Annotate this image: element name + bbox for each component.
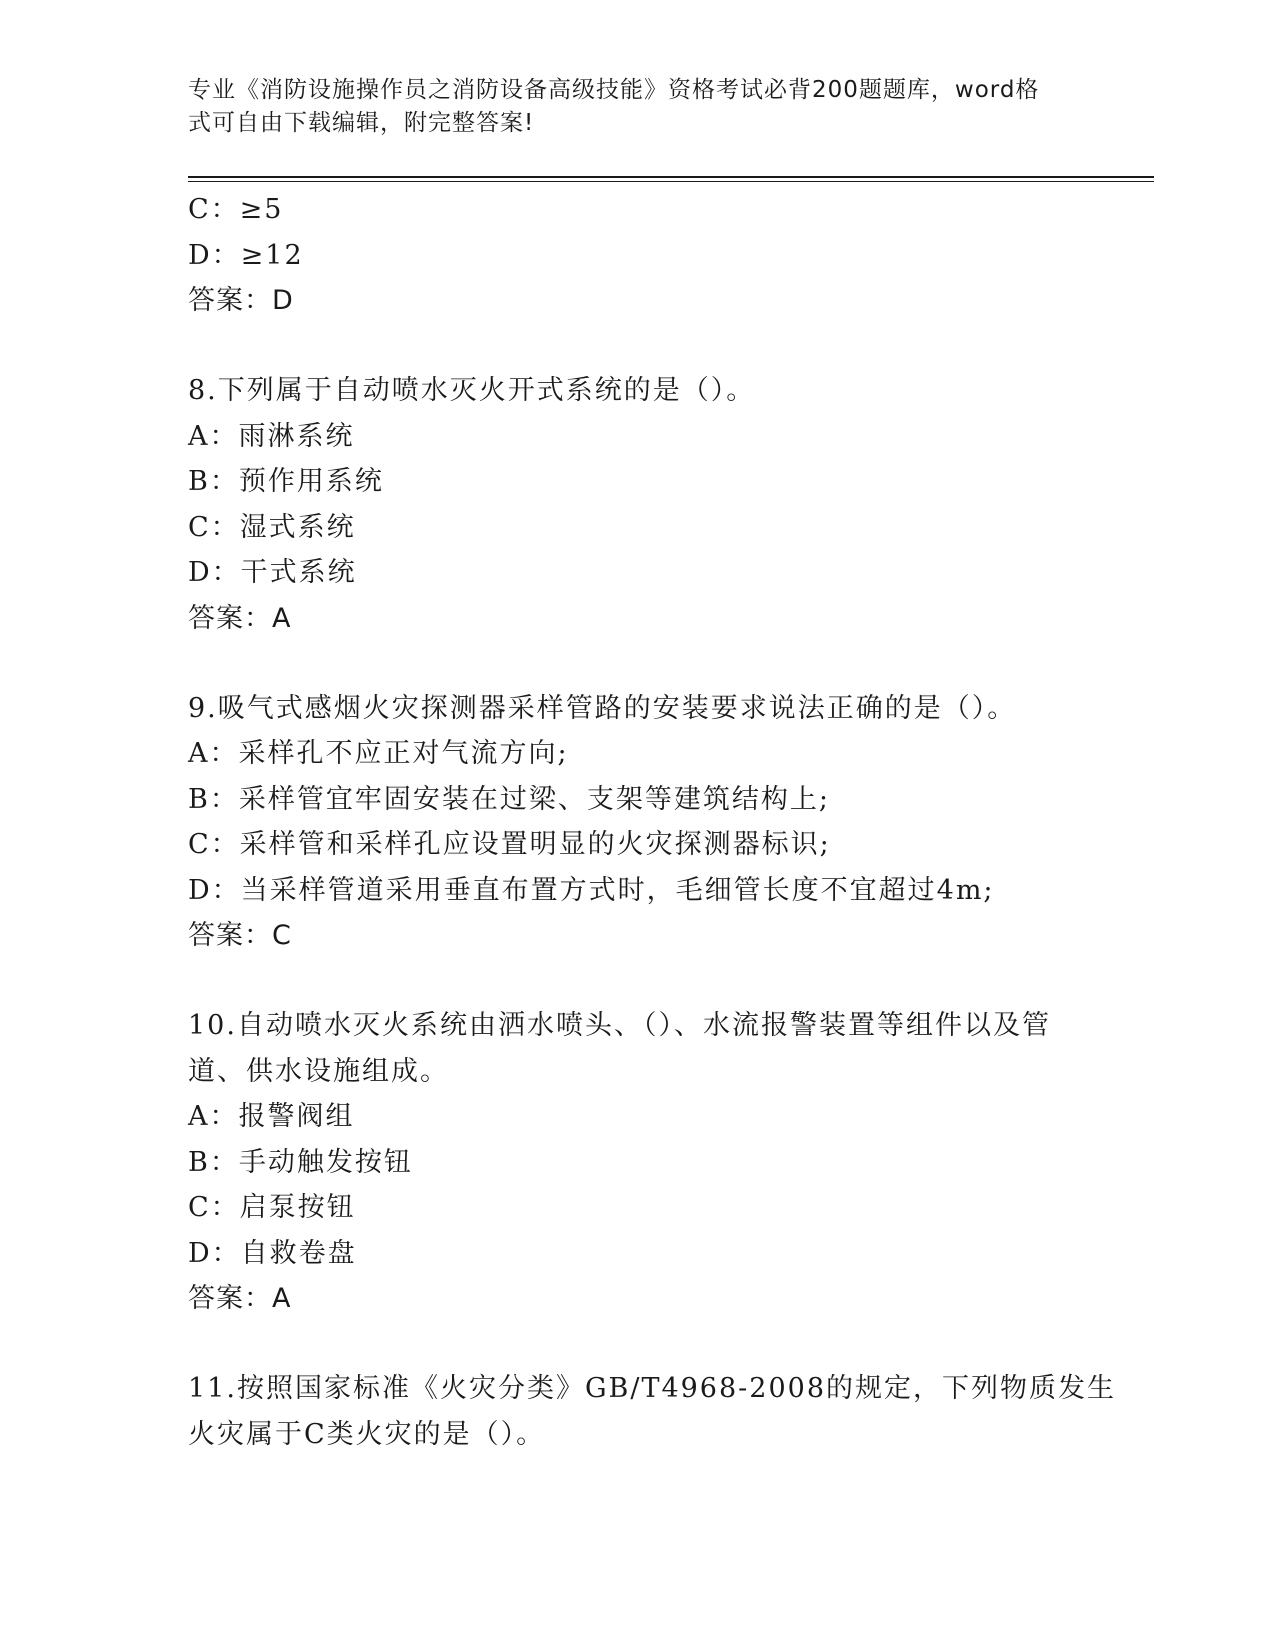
option-b: B：预作用系统 bbox=[188, 466, 384, 497]
option-c: C：采样管和采样孔应设置明显的火灾探测器标识; bbox=[188, 829, 831, 860]
question-text-line-2: 火灾属于C类火灾的是（）。 bbox=[188, 1418, 546, 1450]
page-header bbox=[188, 74, 1088, 140]
header-divider bbox=[188, 176, 1154, 182]
question-text-line-1: 10.自动喷水灭火系统由洒水喷头、（）、水流报警装置等组件以及管 bbox=[188, 1010, 1051, 1041]
question-9 bbox=[188, 686, 1088, 960]
option-d: D：当采样管道采用垂直布置方式时，毛细管长度不宜超过4m; bbox=[188, 874, 995, 906]
option-d: D：干式系统 bbox=[188, 557, 357, 588]
question-text: 8.下列属于自动喷水灭火开式系统的是（）。 bbox=[188, 375, 756, 406]
option-c: C：湿式系统 bbox=[188, 511, 356, 543]
question-text-line-1: 11.按照国家标准《火灾分类》GB/T4968-2008的规定，下列物质发生 bbox=[188, 1373, 1117, 1404]
header-line-2: 式可自由下载编辑，附完整答案! bbox=[188, 110, 535, 136]
option-a: A：报警阀组 bbox=[188, 1101, 355, 1132]
option-a: A：雨淋系统 bbox=[188, 420, 355, 452]
option-c: C：≥5 bbox=[188, 194, 284, 225]
option-d: D：自救卷盘 bbox=[188, 1237, 357, 1269]
option-b: B：手动触发按钮 bbox=[188, 1146, 413, 1178]
spacer bbox=[188, 324, 1088, 368]
spacer bbox=[188, 1322, 1088, 1366]
question-7-tail bbox=[188, 187, 1088, 324]
answer: 答案：A bbox=[188, 1283, 292, 1314]
answer: 答案：A bbox=[188, 602, 292, 634]
option-c: C：启泵按钮 bbox=[188, 1192, 356, 1223]
answer: 答案：C bbox=[188, 920, 292, 951]
question-10 bbox=[188, 1003, 1088, 1322]
option-d: D：≥12 bbox=[188, 239, 304, 271]
option-b: B：采样管宜牢固安装在过梁、支架等建筑结构上; bbox=[188, 783, 830, 815]
question-8 bbox=[188, 368, 1088, 642]
option-a: A：采样孔不应正对气流方向; bbox=[188, 738, 569, 769]
question-text-line-2: 道、供水设施组成。 bbox=[188, 1055, 449, 1087]
question-list bbox=[188, 187, 1117, 1457]
spacer bbox=[188, 642, 1088, 686]
spacer bbox=[188, 959, 1088, 1003]
question-11 bbox=[188, 1366, 1117, 1457]
header-line-1: 专业《消防设施操作员之消防设备高级技能》资格考试必背200题题库，word格 bbox=[188, 77, 1040, 103]
answer: 答案：D bbox=[188, 285, 294, 316]
question-text: 9.吸气式感烟火灾探测器采样管路的安装要求说法正确的是（）。 bbox=[188, 692, 1017, 724]
